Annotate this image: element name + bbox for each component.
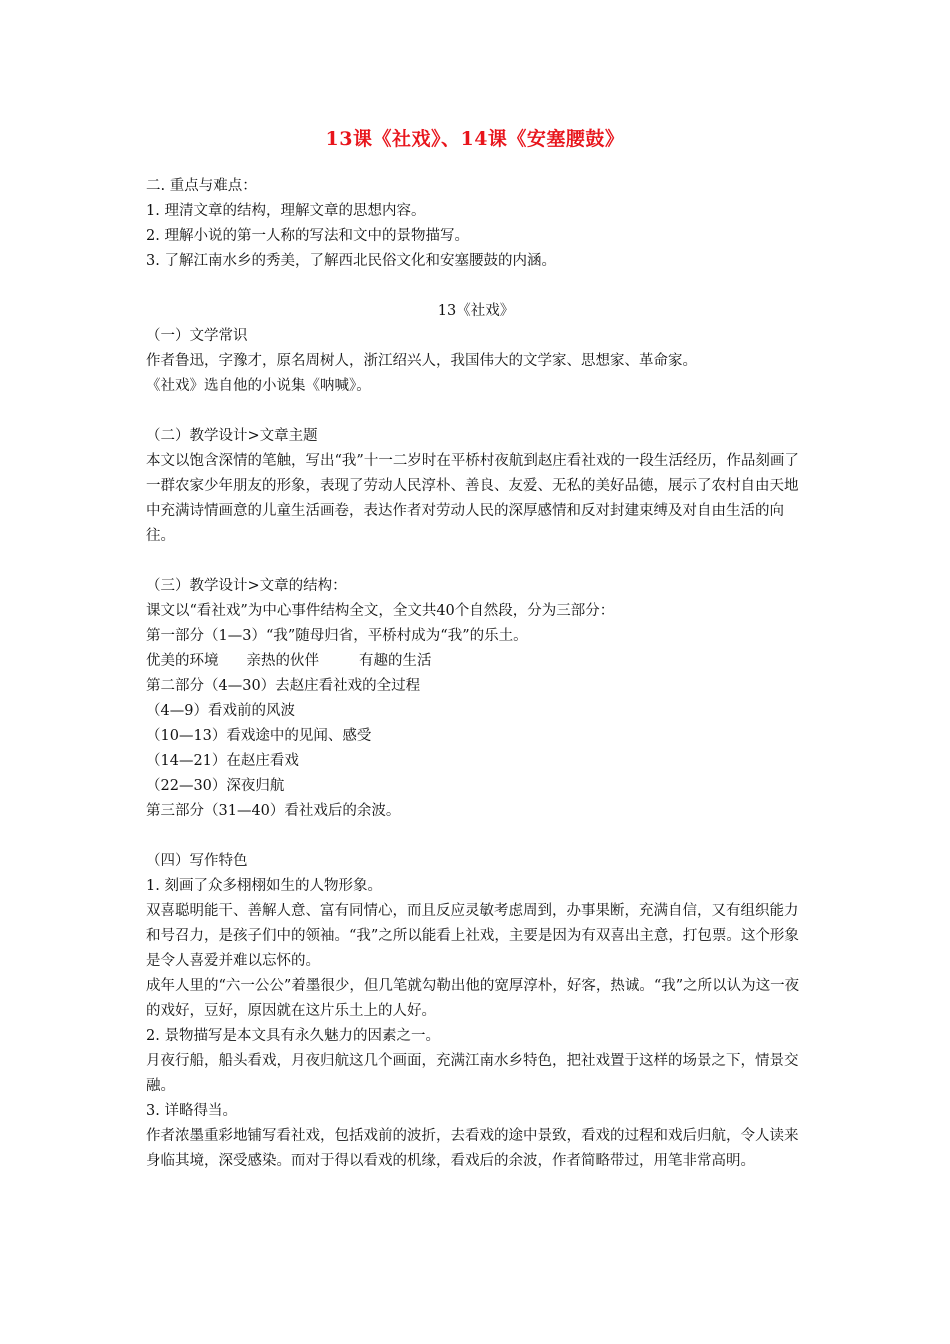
- key-point-item: 1. 理清文章的结构，理解文章的思想内容。: [146, 203, 426, 219]
- part1-items: [146, 649, 806, 674]
- literary-line: 《社戏》选自他的小说集《呐喊》。: [146, 378, 371, 394]
- document-title: 13课《社戏》、14课《安塞腰鼓》: [325, 128, 625, 150]
- part2-item: （14—21）在赵庄看戏: [146, 753, 299, 769]
- lesson13-subtitle: 13《社戏》: [437, 303, 515, 319]
- spacer: [146, 274, 806, 299]
- structure-part1: 第一部分（1—3）“我”随母归省，平桥村成为“我”的乐土。: [146, 628, 528, 644]
- part1-item: 有趣的生活: [359, 653, 432, 669]
- structure-part3: 第三部分（31—40）看社戏后的余波。: [146, 803, 401, 819]
- theme-heading: （二）教学设计>文章主题: [146, 428, 318, 444]
- key-points-heading: 二. 重点与难点：: [146, 178, 257, 194]
- structure-heading: （三）教学设计>文章的结构：: [146, 578, 347, 594]
- part1-item: 亲热的伙伴: [246, 653, 319, 669]
- part2-item: （22—30）深夜归航: [146, 778, 285, 794]
- part2-item: （4—9）看戏前的风波: [146, 703, 295, 719]
- feature3-title: 3. 详略得当。: [146, 1103, 237, 1119]
- structure-part2: 第二部分（4—30）去赵庄看社戏的全过程: [146, 678, 421, 694]
- features-heading: （四）写作特色: [146, 853, 248, 869]
- literary-heading: （一）文学常识: [146, 328, 248, 344]
- feature1-paragraph: 成年人里的“六一公公”着墨很少，但几笔就勾勒出他的宽厚淳朴，好客，热诚。“我”之所以认为这一夜的戏好，豆好，原因就在这片乐土上的人好。: [146, 978, 800, 1019]
- feature2-title: 2. 景物描写是本文具有永久魅力的因素之一。: [146, 1028, 440, 1044]
- spacer: [146, 549, 806, 574]
- spacer: [146, 399, 806, 424]
- literary-line: 作者鲁迅，字豫才，原名周树人，浙江绍兴人，我国伟大的文学家、思想家、革命家。: [146, 353, 697, 369]
- part2-item: （10—13）看戏途中的见闻、感受: [146, 728, 372, 744]
- key-point-item: 2. 理解小说的第一人称的写法和文中的景物描写。: [146, 228, 469, 244]
- feature3-paragraph: 作者浓墨重彩地铺写看社戏，包括戏前的波折，去看戏的途中景致，看戏的过程和戏后归航，令人读来身临其境，深受感染。而对于得以看戏的机缘，看戏后的余波，作者简略带过，用笔非常高明。: [146, 1128, 799, 1169]
- document-body: [146, 174, 806, 1174]
- key-point-item: 3. 了解江南水乡的秀美，了解西北民俗文化和安塞腰鼓的内涵。: [146, 253, 556, 269]
- structure-intro: 课文以“看社戏”为中心事件结构全文，全文共40个自然段，分为三部分：: [146, 603, 615, 619]
- feature1-paragraph: 双喜聪明能干、善解人意、富有同情心，而且反应灵敏考虑周到，办事果断，充满自信，又有组织能力和号召力，是孩子们中的领袖。“我”之所以能看上社戏，主要是因为有双喜出主意，打包票。这个形象是令人喜爱并难以忘怀的。: [146, 903, 799, 969]
- part1-item: 优美的环境: [146, 653, 219, 669]
- feature1-title: 1. 刻画了众多栩栩如生的人物形象。: [146, 878, 382, 894]
- spacer: [146, 824, 806, 849]
- theme-text: 本文以饱含深情的笔触，写出“我”十一二岁时在平桥村夜航到赵庄看社戏的一段生活经历，作品刻画了一群农家少年朋友的形象，表现了劳动人民淳朴、善良、友爱、无私的美好品德，展示了农村自由天地中充满诗情画意的儿童生活画卷，表达作者对劳动人民的深厚感情和反对封建束缚及对自由生活的向往。: [146, 453, 799, 544]
- feature2-paragraph: 月夜行船，船头看戏，月夜归航这几个画面，充满江南水乡特色，把社戏置于这样的场景之下，情景交融。: [146, 1053, 799, 1094]
